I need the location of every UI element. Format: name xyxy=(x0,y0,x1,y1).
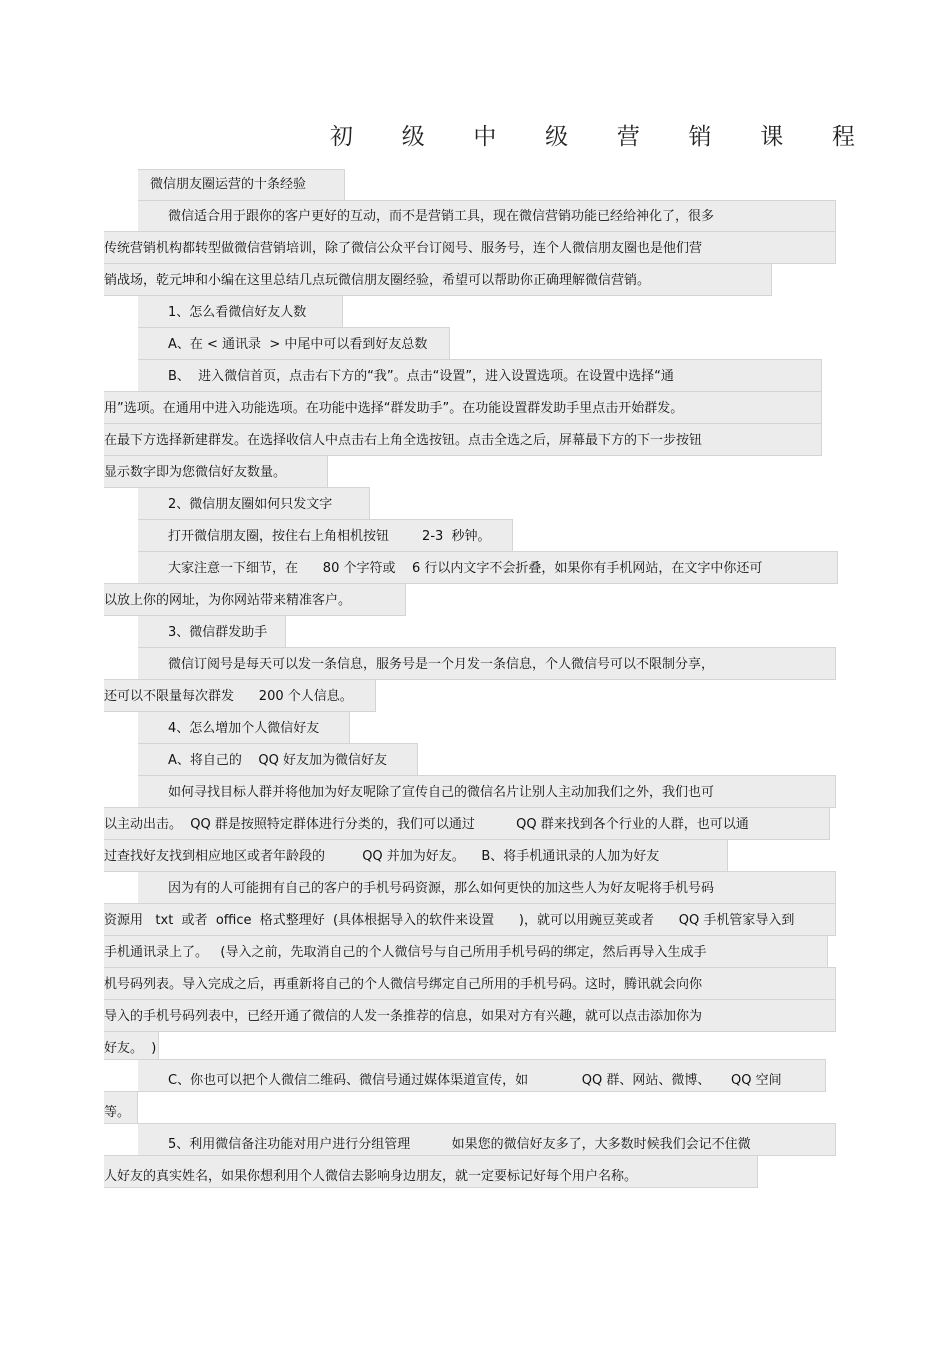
subheading: 3、微信群发助手 xyxy=(168,625,268,640)
paragraph-line: 用”选项。在通用中进入功能选项。在功能中选择“群发助手”。在功能设置群发助手里点击开始群发。 xyxy=(104,401,684,416)
paragraph-line: 机号码列表。导入完成之后，再重新将自己的个人微信号绑定自己所用的手机号码。这时，腾讯就会向你 xyxy=(104,977,703,992)
paragraph-line: 资源用 txt 或者 office 格式整理好 (具体根据导入的软件来设置 )，就可以用豌豆荚或者 QQ 手机管家导入到 xyxy=(104,913,795,928)
paragraph-line: 显示数字即为您微信好友数量。 xyxy=(104,465,287,480)
title-char: 课 xyxy=(760,123,784,150)
paragraph-line: 等。 xyxy=(104,1105,131,1120)
paragraph-line: 手机通讯录上了。 (导入之前，先取消自己的个人微信号与自己所用手机号码的绑定，然后再导入生成手 xyxy=(104,945,707,960)
paragraph-line: 导入的手机号码列表中，已经开通了微信的人发一条推荐的信息，如果对方有兴趣，就可以点击添加你为 xyxy=(104,1009,703,1024)
subheading: 5、利用微信备注功能对用户进行分组管理 如果您的微信好友多了，大多数时候我们会记不住微 xyxy=(168,1137,751,1152)
paragraph-line: 还可以不限量每次群发 200 个人信息。 xyxy=(104,689,353,704)
paragraph-line: 人好友的真实姓名，如果你想利用个人微信去影响身边朋友，就一定要标记好每个用户名称。 xyxy=(104,1169,638,1184)
title-char: 程 xyxy=(831,123,855,150)
paragraph-line: 如何寻找目标人群并将他加为好友呢除了宣传自己的微信名片让别人主动加我们之外，我们也可 xyxy=(168,785,715,800)
paragraph-line: A、在 < 通讯录 > 中尾中可以看到好友总数 xyxy=(168,337,428,352)
title-char: 营 xyxy=(616,123,640,150)
title-char: 初 xyxy=(330,123,353,150)
title-char: 级 xyxy=(401,123,425,150)
paragraph-line: 传统营销机构都转型做微信营销培训，除了微信公众平台订阅号、服务号，连个人微信朋友圈也是他们营 xyxy=(104,241,703,256)
paragraph-line: 因为有的人可能拥有自己的客户的手机号码资源，那么如何更快的加这些人为好友呢将手机号码 xyxy=(168,881,715,896)
paragraph-line: C、你也可以把个人微信二维码、微信号通过媒体渠道宣传，如 QQ 群、网站、微博、 QQ 空间 xyxy=(168,1073,782,1088)
paragraph-line: 以主动出击。 QQ 群是按照特定群体进行分类的，我们可以通过 QQ 群来找到各个行业的人群，也可以通 xyxy=(104,817,749,832)
page-title xyxy=(330,118,855,150)
paragraph-line: 在最下方选择新建群发。在选择收信人中点击右上角全选按钮。点击全选之后，屏幕最下方的下一步按钮 xyxy=(104,433,703,448)
subheading: 4、怎么增加个人微信好友 xyxy=(168,721,320,736)
title-char: 级 xyxy=(545,123,569,150)
paragraph-line: 大家注意一下细节，在 80 个字符或 6 行以内文字不会折叠，如果你有手机网站，在文字中你还可 xyxy=(168,561,763,576)
paragraph-line: 微信适合用于跟你的客户更好的互动，而不是营销工具，现在微信营销功能已经给神化了，很多 xyxy=(168,209,715,224)
title-char: 销 xyxy=(688,123,712,150)
title-char: 中 xyxy=(473,123,497,150)
section-heading: 微信朋友圈运营的十条经验 xyxy=(150,177,307,192)
paragraph-line: 微信订阅号是每天可以发一条信息，服务号是一个月发一条信息，个人微信号可以不限制分享， xyxy=(168,657,715,672)
paragraph-line: 好友。 ) xyxy=(104,1041,157,1056)
paragraph-line: 打开微信朋友圈，按住右上角相机按钮 2-3 秒钟。 xyxy=(168,529,491,544)
subheading: 2、微信朋友圈如何只发文字 xyxy=(168,497,333,512)
paragraph-line: B、 进入微信首页，点击右下方的“我”。点击“设置”，进入设置选项。在设置中选择“通 xyxy=(168,369,674,384)
paragraph-line: A、将自己的 QQ 好友加为微信好友 xyxy=(168,753,388,768)
paragraph-line: 销战场，乾元坤和小编在这里总结几点玩微信朋友圈经验，希望可以帮助你正确理解微信营销。 xyxy=(104,273,651,288)
paragraph-line: 过查找好友找到相应地区或者年龄段的 QQ 并加为好友。 B、将手机通讯录的人加为好友 xyxy=(104,849,660,864)
subheading: 1、怎么看微信好友人数 xyxy=(168,305,307,320)
paragraph-line: 以放上你的网址，为你网站带来精准客户。 xyxy=(104,593,352,608)
